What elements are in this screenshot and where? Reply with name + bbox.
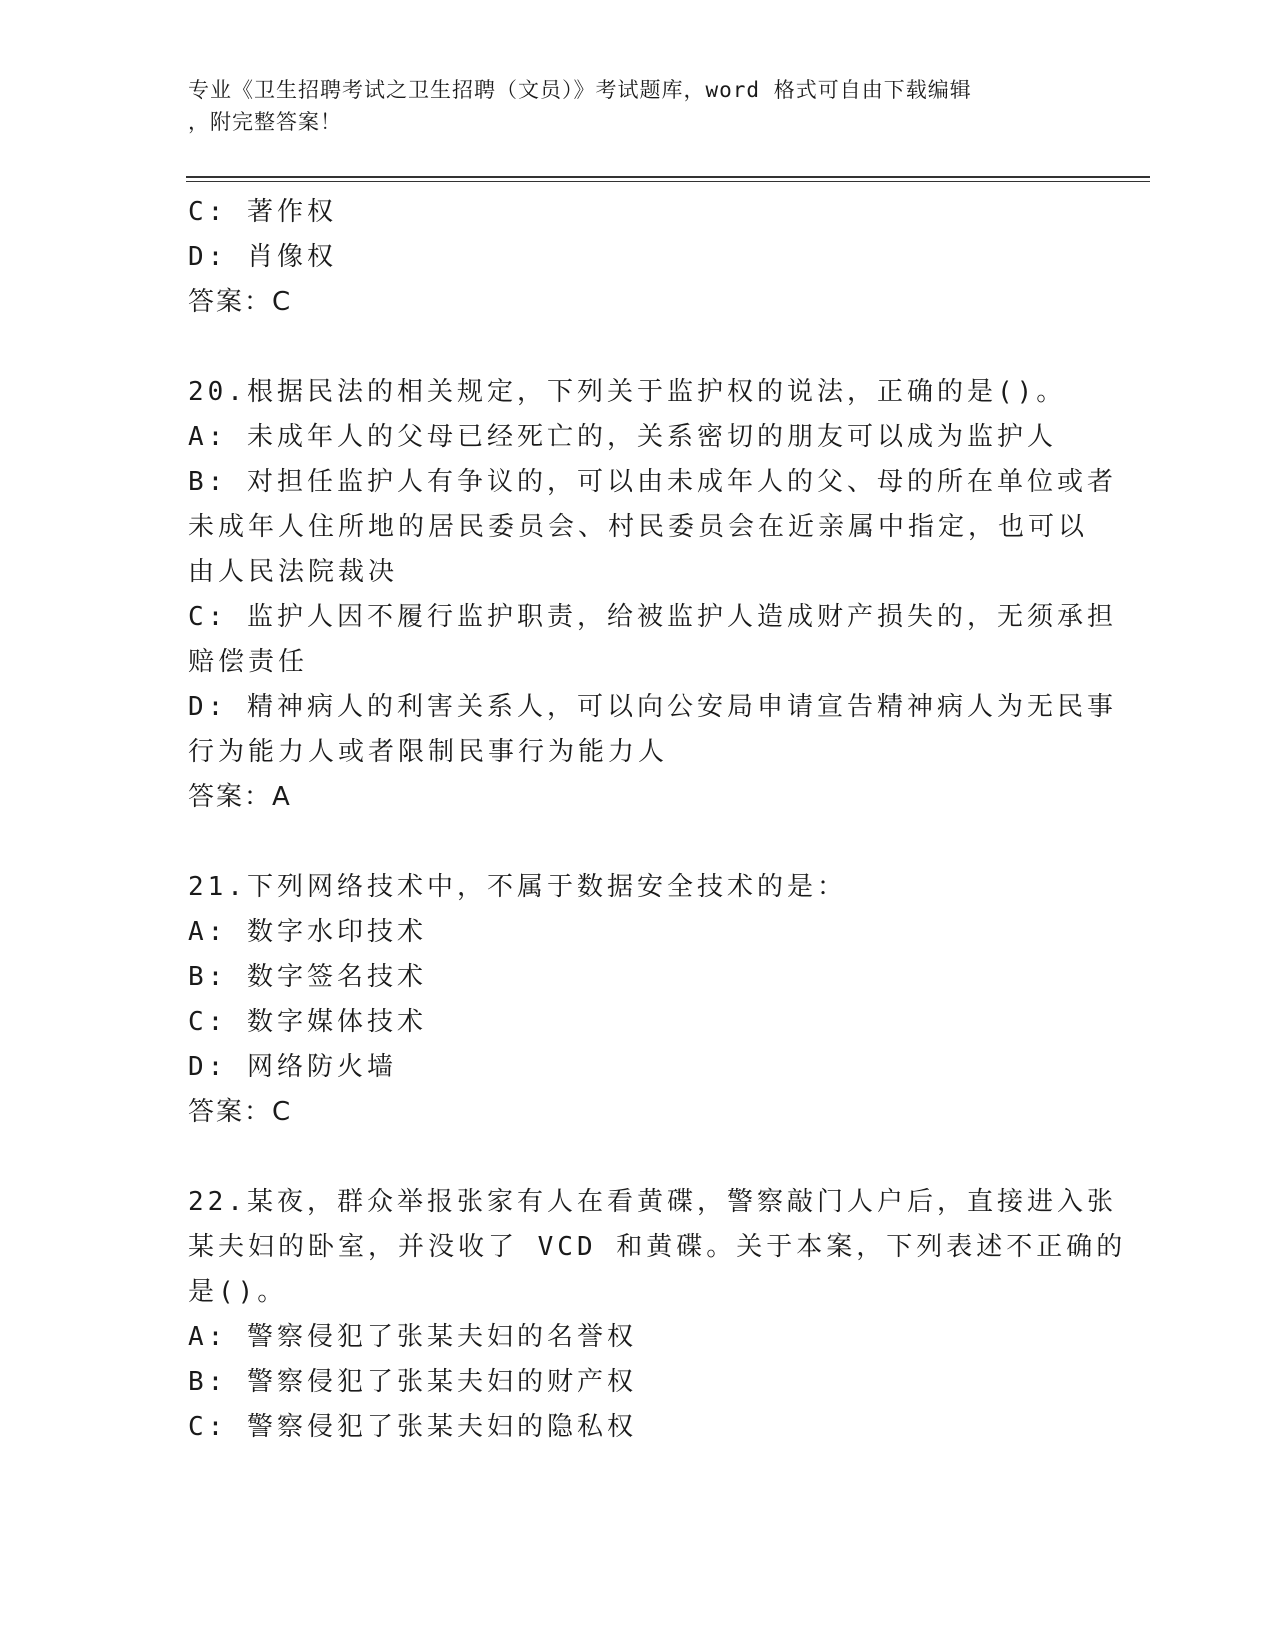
header-divider-thin [186, 181, 1150, 182]
answer-line: 答案：C [188, 1097, 293, 1127]
option-b-line-3: 由人民法院裁决 [188, 557, 399, 587]
option-c: C: 数字媒体技术 [188, 1007, 427, 1037]
option-b-line-2: 未成年人住所地的居民委员会、村民委员会在近亲属中指定，也可以 [188, 512, 1089, 542]
header-line-2: ，附完整答案！ [188, 110, 342, 134]
option-a: A: 未成年人的父母已经死亡的，关系密切的朋友可以成为监护人 [188, 422, 1057, 452]
option-d-line-1: D: 精神病人的利害关系人，可以向公安局申请宣告精神病人为无民事 [188, 692, 1117, 722]
header-divider-thick [186, 176, 1150, 178]
header-line-1: 专业《卫生招聘考试之卫生招聘（文员）》考试题库，word 格式可自由下载编辑 [188, 78, 972, 102]
question-stem: 21.下列网络技术中，不属于数据安全技术的是： [188, 872, 847, 902]
question-stem-line-1: 22.某夜，群众举报张家有人在看黄碟，警察敲门人户后，直接进入张 [188, 1187, 1117, 1217]
question-stem: 20.根据民法的相关规定，下列关于监护权的说法，正确的是()。 [188, 377, 1067, 407]
option-d-line-2: 行为能力人或者限制民事行为能力人 [188, 737, 669, 767]
question-stem-line-3: 是()。 [188, 1277, 288, 1307]
option-c: C: 著作权 [188, 197, 337, 227]
option-c: C: 警察侵犯了张某夫妇的隐私权 [188, 1412, 637, 1442]
option-b-line-1: B: 对担任监护人有争议的，可以由未成年人的父、母的所在单位或者 [188, 467, 1117, 497]
question-22 [188, 1180, 1127, 1450]
answer-line: 答案：A [188, 782, 292, 812]
prev-question [188, 190, 1088, 325]
option-d: D: 网络防火墙 [188, 1052, 397, 1082]
document-header [188, 74, 1088, 138]
option-b: B: 数字签名技术 [188, 962, 427, 992]
question-list [188, 190, 1127, 1450]
option-a: A: 数字水印技术 [188, 917, 427, 947]
question-stem-line-2: 某夫妇的卧室，并没收了 VCD 和黄碟。关于本案，下列表述不正确的 [188, 1232, 1127, 1262]
option-a: A: 警察侵犯了张某夫妇的名誉权 [188, 1322, 637, 1352]
question-21 [188, 865, 1088, 1135]
option-b: B: 警察侵犯了张某夫妇的财产权 [188, 1367, 637, 1397]
option-d: D: 肖像权 [188, 242, 337, 272]
option-c-line-2: 赔偿责任 [188, 647, 309, 677]
option-c-line-1: C: 监护人因不履行监护职责，给被监护人造成财产损失的，无须承担 [188, 602, 1117, 632]
answer-line: 答案：C [188, 287, 293, 317]
question-20 [188, 370, 1117, 820]
